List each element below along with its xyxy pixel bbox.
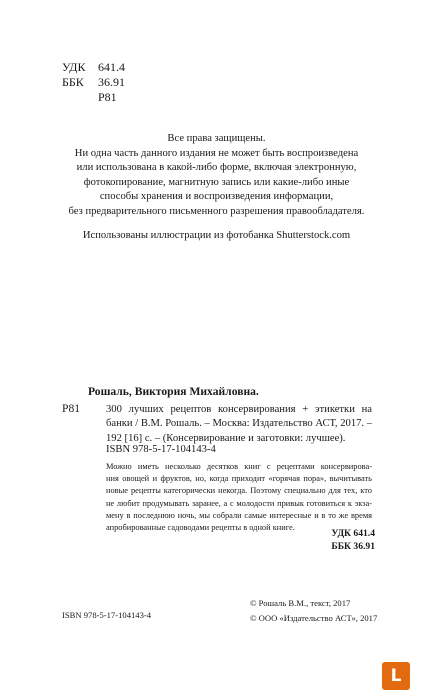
annotation-line: не любит продумывать заранее, а с молодости привык готовиться к экза-: [106, 498, 372, 508]
footer-isbn: ISBN 978-5-17-104143-4: [62, 610, 152, 620]
watermark-letter: L: [390, 665, 402, 686]
annotation-line: Можно иметь несколько десятков книг с рецептами консервирова-: [106, 462, 372, 471]
annotation-line: мену в последнюю ночь, мы собрали самые интересные и в то же время: [106, 510, 372, 520]
watermark-logo-icon: [382, 662, 410, 690]
description-line: банки / В.М. Рошаль. – Москва: Издательство АСТ, 2017. –: [106, 418, 372, 430]
card-author-heading: Рошаль, Виктория Михайловна.: [88, 385, 259, 398]
bbk-row: [62, 75, 125, 90]
description-line: 192 [16] с. – (Консервирование и заготовки: лучшее).: [106, 432, 346, 444]
description-line: 300 лучших рецептов консервирования + этикетки на: [106, 404, 372, 415]
annotation-line: апробированные садоводами рецепты в одной книге.: [106, 522, 295, 532]
card-isbn: ISBN 978-5-17-104143-4: [106, 444, 216, 455]
copyright-block: [250, 596, 377, 626]
book-annotation: [106, 461, 372, 534]
rights-line: Ни одна часть данного издания не может быть воспроизведена: [74, 147, 359, 159]
rights-notice: [20, 132, 413, 220]
udk-row: [62, 60, 125, 75]
card-udk: УДК 641.4: [331, 528, 375, 539]
illustrations-credit: Использованы иллюстрации из фотобанка Shutterstock.com: [82, 230, 351, 241]
rights-line: способы хранения и воспроизведения информации,: [99, 191, 334, 203]
udk-label: УДК: [62, 60, 86, 74]
rights-line: Все права защищены.: [167, 133, 266, 144]
bbk-value: 36.91: [98, 75, 125, 89]
annotation-line: ния овощей и фруктов, но, когда приходит «горячая пора», вычитывать: [106, 474, 372, 484]
card-author-code: Р81: [62, 402, 81, 415]
bbk-label: ББК: [62, 75, 84, 89]
annotation-line: новые рецепты категорически некогда. Поэтому специально для тех, кто: [106, 486, 372, 496]
copyright-line: © ООО «Издательство АСТ», 2017: [250, 613, 378, 623]
rights-line: фотокопирование, магнитную запись или какие-либо иные: [83, 176, 350, 188]
copyright-line: © Рошаль В.М., текст, 2017: [250, 598, 351, 608]
author-code: Р81: [98, 90, 117, 104]
classification-block: [62, 60, 125, 105]
udk-value: 641.4: [98, 60, 125, 74]
card-description: [106, 403, 372, 446]
author-code-row: [62, 90, 125, 105]
card-classification: [331, 527, 375, 553]
card-bbk: ББК 36.91: [331, 541, 375, 552]
rights-line: или использована в какой-либо форме, включая электронную,: [76, 162, 357, 174]
rights-line: без предварительного письменного разрешения правообладателя.: [68, 205, 365, 217]
